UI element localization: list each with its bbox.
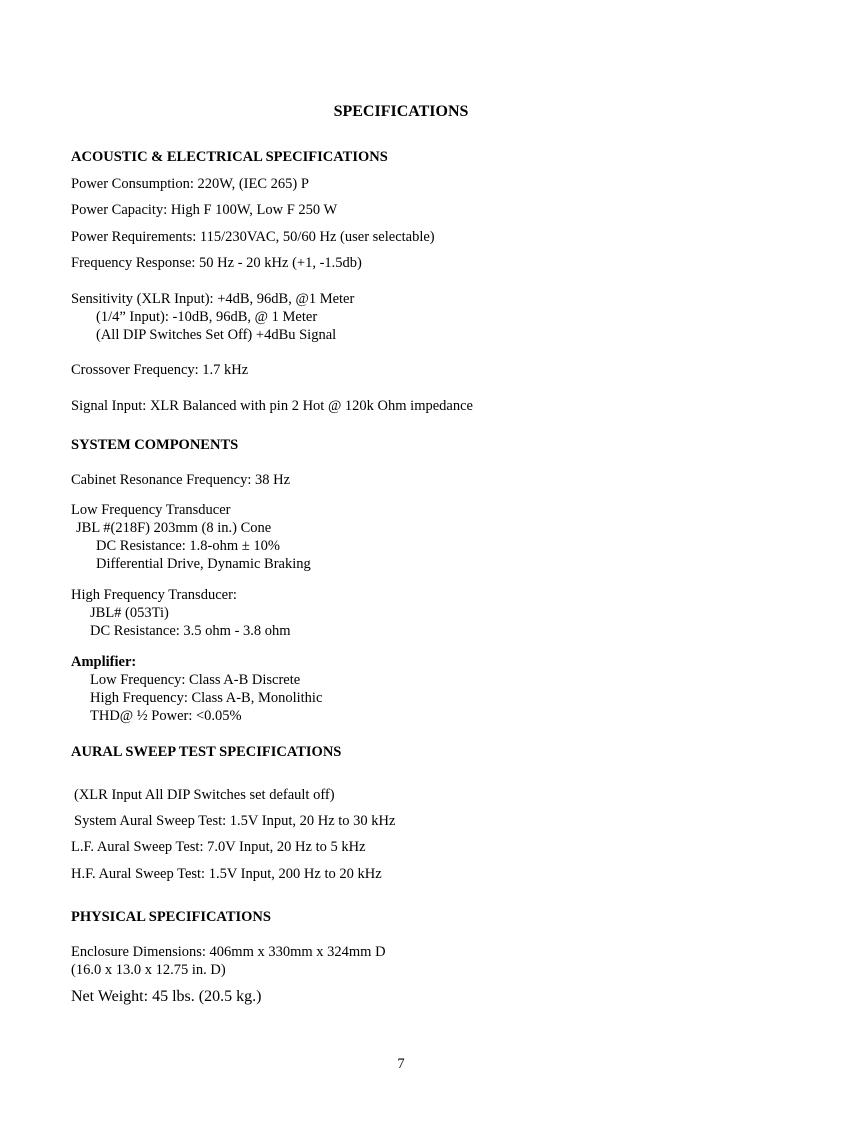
lf-drive: Differential Drive, Dynamic Braking — [96, 556, 311, 572]
page-number: 7 — [397, 1056, 405, 1072]
aural-sweep-heading: AURAL SWEEP TEST SPECIFICATIONS — [71, 744, 342, 760]
hf-dc-resistance: DC Resistance: 3.5 ohm - 3.8 ohm — [90, 623, 291, 639]
acoustic-electrical-heading: ACOUSTIC & ELECTRICAL SPECIFICATIONS — [71, 149, 388, 165]
frequency-response: Frequency Response: 50 Hz - 20 kHz (+1, -1.5db) — [71, 255, 362, 271]
sensitivity-dip-note: (All DIP Switches Set Off) +4dBu Signal — [96, 327, 337, 343]
physical-specifications-heading: PHYSICAL SPECIFICATIONS — [71, 909, 271, 925]
amp-thd: THD@ ½ Power: <0.05% — [90, 708, 242, 724]
hf-transducer-model: JBL# (053Ti) — [90, 605, 169, 621]
system-components-heading: SYSTEM COMPONENTS — [71, 437, 239, 453]
lf-dc-resistance: DC Resistance: 1.8-ohm ± 10% — [96, 538, 280, 554]
power-requirements: Power Requirements: 115/230VAC, 50/60 Hz (user selectable) — [71, 229, 435, 245]
page-title: SPECIFICATIONS — [333, 103, 469, 120]
hf-aural-sweep: H.F. Aural Sweep Test: 1.5V Input, 200 Hz to 20 kHz — [71, 866, 382, 882]
amplifier-title: Amplifier: — [71, 654, 137, 670]
enclosure-dimensions-in: (16.0 x 13.0 x 12.75 in. D) — [71, 962, 226, 978]
aural-sweep-note: (XLR Input All DIP Switches set default off) — [74, 787, 335, 803]
lf-transducer-model: JBL #(218F) 203mm (8 in.) Cone — [76, 520, 272, 536]
sensitivity-quarter-inch: (1/4” Input): -10dB, 96dB, @ 1 Meter — [96, 309, 318, 325]
power-consumption: Power Consumption: 220W, (IEC 265) P — [71, 176, 309, 192]
signal-input: Signal Input: XLR Balanced with pin 2 Hot @ 120k Ohm impedance — [71, 398, 473, 414]
net-weight: Net Weight: 45 lbs. (20.5 kg.) — [71, 988, 262, 1005]
enclosure-dimensions-mm: Enclosure Dimensions: 406mm x 330mm x 324mm D — [71, 944, 386, 960]
amp-low-frequency: Low Frequency: Class A-B Discrete — [90, 672, 301, 688]
lf-aural-sweep: L.F. Aural Sweep Test: 7.0V Input, 20 Hz to 5 kHz — [71, 839, 366, 855]
power-capacity: Power Capacity: High F 100W, Low F 250 W — [71, 202, 338, 218]
lf-transducer-title: Low Frequency Transducer — [71, 502, 231, 518]
cabinet-resonance: Cabinet Resonance Frequency: 38 Hz — [71, 472, 291, 488]
sensitivity-xlr: Sensitivity (XLR Input): +4dB, 96dB, @1 Meter — [71, 291, 355, 307]
system-aural-sweep: System Aural Sweep Test: 1.5V Input, 20 Hz to 30 kHz — [74, 813, 396, 829]
amp-high-frequency: High Frequency: Class A-B, Monolithic — [90, 690, 323, 706]
hf-transducer-title: High Frequency Transducer: — [71, 587, 237, 603]
crossover-frequency: Crossover Frequency: 1.7 kHz — [71, 362, 249, 378]
